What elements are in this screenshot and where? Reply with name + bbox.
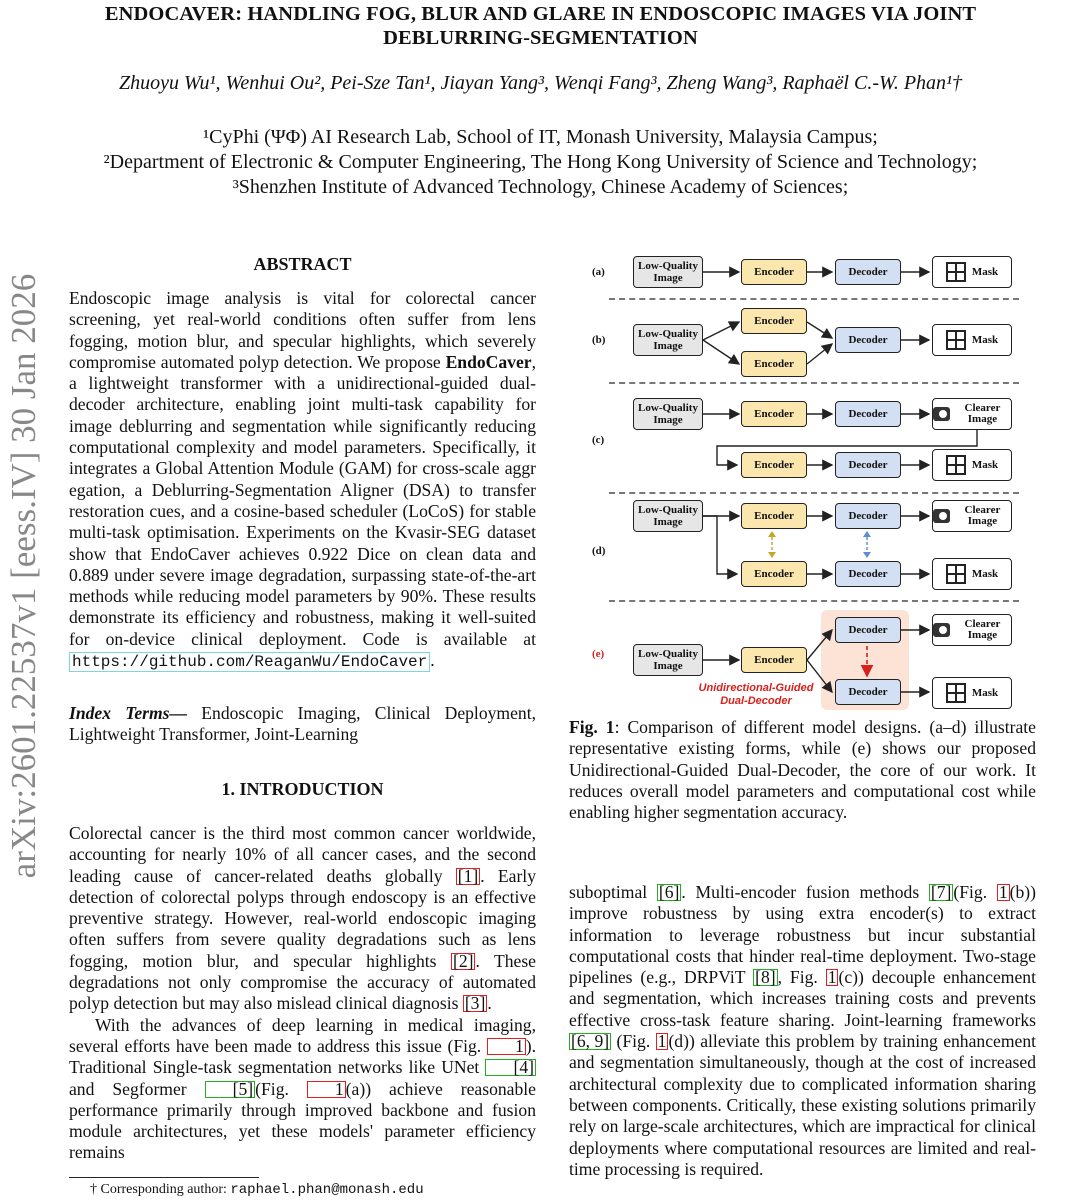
body-text: . Multi-encoder fusion methods: [681, 882, 929, 902]
intro-text: ). Traditional Single-task segmentation networks like UNet: [69, 1035, 536, 1078]
figure-1: [587, 248, 1037, 718]
separator: [609, 600, 1019, 602]
mask-grid-icon: [946, 564, 966, 584]
abstract-heading: ABSTRACT: [253, 254, 352, 274]
mask-output-box: Mask: [932, 256, 1012, 288]
index-terms-text: Endoscopic Imaging, Clinical Deployment, Lightweight Transformer, Joint-Learning: [69, 703, 536, 745]
udg-label: Unidirectional-Guided Dual-Decoder: [698, 682, 814, 707]
decoder-box: Decoder: [835, 401, 901, 427]
mask-output-box: Mask: [932, 677, 1012, 709]
citation-link[interactable]: [5]: [205, 1081, 256, 1098]
mask-grid-icon: [946, 330, 966, 350]
intro-heading: 1. INTRODUCTION: [221, 779, 384, 799]
figure-caption: [569, 717, 1036, 823]
mask-output-box: Mask: [932, 324, 1012, 356]
decoder-box: Decoder: [835, 561, 901, 587]
body-text: , Fig.: [777, 967, 826, 988]
citation-link[interactable]: [1]: [457, 865, 479, 886]
mask-grid-icon: [946, 262, 966, 282]
body-text: (b)) improve robustness by using extra encoder(s) to extract information to leverage robustness but incur substantial computational costs that hinder real-time deployment. Two-stage pipelines (e.g., DRPViT: [569, 882, 1036, 988]
paper-title: ENDOCAVER: HANDLING FOG, BLUR AND GLARE IN ENDOSCOPIC IMAGES VIA JOINT DEBLURRING-SEGMENTATION: [104, 3, 977, 49]
figure-link[interactable]: 1: [487, 1038, 526, 1055]
intro-text: . These degradations not only compromise the accuracy of automated polyp detection but may also mislead clinical diagnosis: [69, 950, 536, 1014]
row-label-a: (a): [592, 266, 605, 278]
decoder-box: Decoder: [835, 327, 901, 353]
author-list: Zhuoyu Wu¹, Wenhui Ou², Pei-Sze Tan¹, Jiayan Yang³, Wenqi Fang³, Zheng Wang³, Raphaël C.-W. Phan¹†: [118, 72, 963, 94]
caption-text: : Comparison of different model designs. (a–d) illustrate representative existing forms, while (e) shows our proposed Unidirectional-Guided Dual-Decoder, the core of our work. It reduces overall model parameters and computational cost while enabling higher segmentation accuracy.: [569, 717, 1036, 823]
intro-text: (a)) achieve reasonable performance primarily through improved backbone and fusion module architectures, yet these models' parameter efficiency remains: [69, 1078, 536, 1163]
intro-text: .: [487, 993, 492, 1014]
model-name: EndoCaver: [445, 351, 532, 372]
low-quality-image-box: Low-Quality Image: [633, 500, 703, 532]
citation-link[interactable]: [7]: [930, 882, 952, 902]
encoder-box: Encoder: [741, 259, 807, 285]
low-quality-image-box: Low-Quality Image: [633, 644, 703, 676]
footnote-text: † Corresponding author:: [90, 1182, 231, 1197]
arrow: [703, 340, 739, 364]
encoder-box: Encoder: [741, 561, 807, 587]
body-text: (d)) alleviate this problem by training enhancement and segmentation simultaneously, though at the cost of increased architectural complexity due to complicated information sharing between components. Critically, these existing solutions primarily rely on large-scale architectures, which are impractical for clinical deployments where computational resources are limited and real-time processing is required.: [569, 1031, 1036, 1179]
clearer-image-output-box: Clearer Image: [932, 614, 1012, 646]
affiliation-3: ³Shenzhen Institute of Advanced Technology, Chinese Academy of Sciences;: [232, 176, 849, 198]
camera-icon: [933, 509, 950, 523]
intro-text: Colorectal cancer is the third most common cancer worldwide, accounting for nearly 10% of all cancer cases, and the second leading cause of cancer-related deaths globally: [69, 823, 536, 886]
mask-grid-icon: [946, 455, 966, 475]
body-text: suboptimal: [569, 882, 657, 902]
arxiv-stamp: arXiv:2601.22537v1 [eess.IV] 30 Jan 2026: [4, 273, 43, 879]
encoder-box: Encoder: [741, 452, 807, 478]
citation-link[interactable]: [4]: [485, 1059, 536, 1076]
abstract-end: .: [430, 650, 435, 671]
camera-icon: [933, 407, 950, 421]
low-quality-image-box: Low-Quality Image: [633, 324, 703, 356]
intro-text: and Segformer: [69, 1078, 205, 1099]
body-text: (Fig.: [953, 882, 997, 902]
author-email[interactable]: raphael.phan@monash.edu: [230, 1182, 424, 1198]
figure-link[interactable]: 1: [657, 1031, 667, 1052]
intro-text: . Early detection of colorectal polyps through endoscopy is an effective preventive strategy. However, real-world endoscopic imaging often suffers from severe quality degradations such as lens fogging, motion blur, and specular highlights: [69, 865, 536, 971]
figure-link[interactable]: 1: [307, 1081, 346, 1098]
decoder-box: Decoder: [835, 679, 901, 705]
figure-link[interactable]: 1: [998, 882, 1008, 902]
citation-link[interactable]: [3]: [464, 993, 486, 1014]
intro-paragraph-2: [69, 1015, 536, 1164]
citation-link[interactable]: [2]: [452, 950, 474, 971]
row-label-b: (b): [592, 334, 606, 346]
mask-grid-icon: [946, 683, 966, 703]
citation-link[interactable]: [6, 9]: [571, 1031, 610, 1052]
index-terms: [69, 703, 536, 746]
low-quality-image-box: Low-Quality Image: [633, 256, 703, 288]
separator: [609, 492, 1019, 494]
encoder-box: Encoder: [741, 401, 807, 427]
abstract-text-1: Endoscopic image analysis is vital for colorectal cancer screening, yet real-world conditions often suffer from lens fogging, motion blur, and specular highlights, which severely compromise automated polyp detection. We propose: [69, 288, 536, 372]
arrow: [807, 322, 832, 338]
row-label-d: (d): [592, 545, 606, 557]
footnote-rule: [69, 1177, 259, 1178]
clearer-image-output-box: Clearer Image: [932, 500, 1012, 532]
camera-icon: [933, 623, 950, 637]
affiliation-2: ²Department of Electronic & Computer Engineering, The Hong Kong University of Science and Technology;: [103, 151, 978, 173]
decoder-box: Decoder: [835, 259, 901, 285]
intro-text: (Fig.: [255, 1078, 307, 1099]
encoder-box: Encoder: [741, 647, 807, 673]
mask-output-box: Mask: [932, 558, 1012, 590]
caption-label: Fig. 1: [569, 717, 615, 737]
encoder-box: Encoder: [741, 308, 807, 334]
affiliation-1: ¹CyPhi (ΨΦ) AI Research Lab, School of IT, Monash University, Malaysia Campus;: [203, 126, 878, 148]
arrow: [807, 344, 832, 364]
mask-output-box: Mask: [932, 449, 1012, 481]
intro-body: [69, 823, 536, 1164]
intro-text: With the advances of deep learning in medical imaging, several efforts have been made to address this issue (Fig.: [69, 1014, 536, 1056]
clearer-image-output-box: Clearer Image: [932, 398, 1012, 430]
abstract-text-2: , a lightweight transformer with a unidirectional-guided dual-decoder architecture, enabling joint multi-task capability for image deblurring and segmentation while significantly reducing computational complexity and model parameters. Specifically, it integrates a Global Attention Module (GAM) for cross-scale aggr egation, a Deblurring-Segmentation Aligner (DSA) to transfer restoration cues, and a cosine-based scheduler (LoCoS) for stable multi-task optimisation. Experiments on the Kvasir-SEG dataset show that EndoCaver achieves 0.922 Dice on clean data and 0.889 under severe image degradation, surpassing state-of-the-art methods while reducing model parameters by 90%. These results demonstrate its efficiency and robustness, making it well-suited for on-device clinical deployment. Code is available at: [69, 351, 536, 649]
citation-link[interactable]: [6]: [658, 882, 680, 902]
encoder-box: Encoder: [741, 351, 807, 377]
citation-link[interactable]: [8]: [755, 967, 776, 988]
decoder-box: Decoder: [835, 452, 901, 478]
encoder-box: Encoder: [741, 503, 807, 529]
figure-link[interactable]: 1: [827, 967, 837, 988]
intro-continued: [569, 882, 1036, 1180]
code-link[interactable]: https://github.com/ReaganWu/EndoCaver: [69, 652, 430, 672]
body-text: (c)) decouple enhancement and segmentation, which increases training costs and prevents effective cross-task feature sharing. Joint-learning frameworks: [569, 967, 1036, 1030]
decoder-box: Decoder: [835, 503, 901, 529]
footnote: [90, 1182, 424, 1198]
arrow: [703, 322, 739, 340]
body-text: (Fig.: [611, 1031, 656, 1052]
decoder-box: Decoder: [835, 617, 901, 643]
abstract-body: [69, 288, 536, 673]
separator: [609, 382, 1019, 384]
separator: [609, 298, 1019, 300]
row-label-e: (e): [592, 648, 605, 660]
low-quality-image-box: Low-Quality Image: [633, 398, 703, 430]
row-label-c: (c): [592, 434, 605, 446]
index-terms-label: Index Terms—: [69, 703, 188, 723]
arrow: [703, 516, 737, 574]
